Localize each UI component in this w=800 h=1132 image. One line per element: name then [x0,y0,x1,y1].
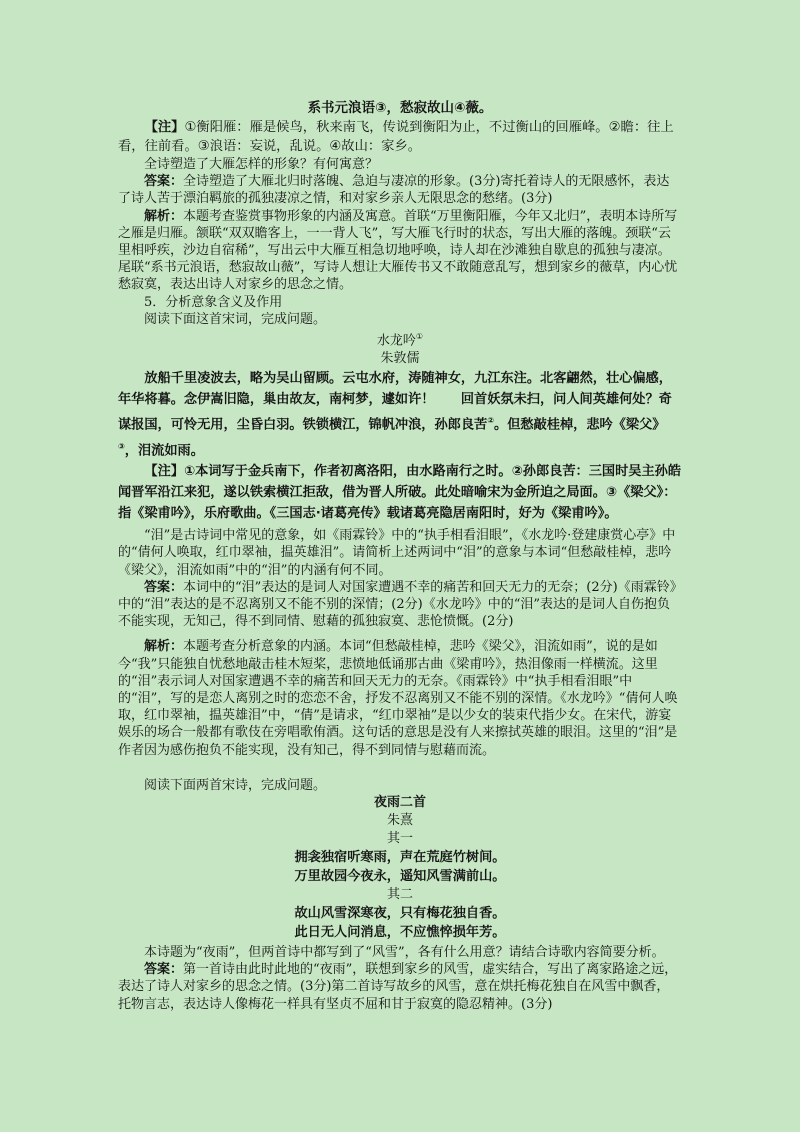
poem-2-author: 朱敦儒 [380,351,420,367]
poem-3-line-3: 故山风雪深寒夜，只有梅花独自香。 [294,905,506,921]
answer-1-label: 答案： [144,174,184,190]
poem-2-title [118,328,682,350]
answer-3-label: 答案： [144,962,184,978]
intro-3: 阅读下面两首宋诗，完成问题。 [144,777,327,793]
poem-2-title-sup: ① [415,332,424,342]
answer-2-text: 本词中的“泪”表达的是词人对国家遭遇不幸的痛苦和回天无力的无奈；(2分)《雨霖铃》中的“泪”表达的是不忍离别又不能不别的深情；(2分)《水龙吟》中的“泪”表达的是词人自伤抱负不能实现，无知己，得不到同情、慰藉的孤独寂寞、悲怆愤慨。(2分) [118,579,677,630]
poem-2-sup-a: ② [487,416,495,426]
note-1 [118,118,682,156]
analysis-2 [118,638,682,758]
analysis-2-label: 解析： [144,639,184,655]
answer-1 [118,173,682,207]
answer-2 [118,579,682,631]
question-3: 本诗题为“夜雨”，但两首诗中都写到了“风雪”，各有什么用意？请结合诗歌内容简要分析。 [144,944,665,960]
question-2: “泪”是古诗词中常见的意象，如《雨霖铃》中的“执手相看泪眼”，《水龙吟·登建康赏心亭》中的“倩何人唤取，红巾翠袖，揾英雄泪”。请简析上述两词中“泪”的意象与本词“但愁敲桂棹，悲吟《梁父》，泪流如雨”中的“泪”的内涵有何不同。 [118,528,676,578]
answer-3 [118,961,682,1013]
poem-3-line-2: 万里故园今夜永，遥知风雪满前山。 [294,868,506,884]
answer-1-text: 全诗塑造了大雁北归时落魄、急迫与凄凉的形象。(3分)寄托着诗人的无限感怀，表达了诗人苦于漂泊羁旅的孤独凄凉之情，和对家乡亲人无限思念的愁绪。(3分) [118,174,670,207]
analysis-1 [118,208,682,294]
answer-2-label: 答案： [144,579,184,595]
analysis-1-text: 本题考查鉴赏事物形象的内涵及寓意。首联“万里衡阳雁，今年又北归”，表明本诗所写之雁是归雁。颔联“双双瞻客上，一一背人飞”，写大雁飞行时的状态，写出大雁的落魄。颈联“云里相呼疾，沙边自宿稀”，写出云中大雁互相急切地呼唤，诗人却在沙滩独自歇息的孤独与凄凉。尾联“系书元浪语，愁寂故山薇”，写诗人想让大雁传书又不敢随意乱写，想到家乡的薇草，内心忧愁寂寞，表达出诗人对家乡的思念之情。 [118,208,678,293]
analysis-1-label: 解析： [144,208,184,224]
note-1-label: 【注】 [144,120,185,135]
note-2-label: 【注】 [144,464,184,480]
note-2 [118,461,682,524]
poem-3-part-1-label: 其一 [386,830,413,846]
analysis-2-text: 本题考查分析意象的内涵。本词“但愁敲桂棹，悲吟《梁父》，泪流如雨”，说的是如今“我”只能独自忧愁地敲击桂木短桨，悲愤地低诵那古曲《梁甫吟》，热泪像雨一样横流。这里的“泪”表示词人对国家遭遇不幸的痛苦和回天无力的无奈。《雨霖铃》中“执手相看泪眼”中的“泪”，写的是恋人离别之时的恋恋不舍，抒发不忍离别又不能不别的深情。《水龙吟》“倩何人唤取，红巾翠袖，揾英雄泪”中，“倩”是请求，“红巾翠袖”是以少女的装束代指少女。在宋代，游宴娱乐的场合一般都有歌伎在旁唱歌侑酒。这句话的意思是没有人来擦拭英雄的眼泪。这里的“泪”是作者因为感伤抱负不能实现，没有知己，得不到同情与慰藉而流。 [118,639,678,758]
poem-2-body-a: 放船千里凌波去，略为吴山留顾。云屯水府，涛随神女，九江东注。北客翩然，壮心偏感，年华将暮。念伊嵩旧隐，巢由故友，南柯梦，遽如许！ 回首妖氛未扫，问人间英雄何处？奇谋报国，可怜无用，尘昏白羽。铁锁横江，锦帆冲浪，孙郎良苦 [118,371,672,433]
poem-2-sup-b: ③ [118,441,125,451]
question-1: 全诗塑造了大雁怎样的形象？有何寓意？ [144,157,379,172]
intro-2: 阅读下面这首宋词，完成问题。 [144,311,327,327]
poem-3-part-2-label: 其二 [386,886,413,902]
note-1-text: ①衡阳雁：雁是候鸟，秋来南飞，传说到衡阳为止，不过衡山的回雁峰。②瞻：往上看，往前看。③浪语：妄说，乱说。④故山：家乡。 [118,120,674,154]
poem-3-line-4: 此日无人问消息，不应憔悴损年芳。 [294,924,506,940]
answer-3-text: 第一首诗由此时此地的“夜雨”，联想到家乡的风雪，虚实结合，写出了离家路途之远，表达了诗人对家乡的思念之情。(3分)第二首诗写故乡的风雪，意在烘托梅花独自在风雪中飘香，托物言志，表达诗人像梅花一样具有坚贞不屈和甘于寂寞的隐忍精神。(3分) [118,962,678,1012]
poem-3-line-1: 拥衾独宿听寒雨，声在荒庭竹树间。 [294,849,506,865]
poem-2-body [118,368,682,461]
poem-3-author: 朱熹 [386,812,413,828]
poem-2-body-c: ，泪流如雨。 [124,443,204,459]
note-2-text: ①本词写于金兵南下，作者初离洛阳，由水路南行之时。②孙郎良苦：三国时吴主孙皓闻晋军沿江来犯，遂以铁索横江拒敌，借为晋人所破。此处暗喻宋为金所迫之局面。③《梁父》：指《梁甫吟》，乐府歌曲。《三国志·诸葛亮传》载诸葛亮隐居南阳时，好为《梁甫吟》。 [118,464,682,522]
poem-2-title-text: 水龙吟 [376,333,416,349]
top-poem-line: 系书元浪语③，愁寂故山④薇。 [307,100,493,116]
spacer [118,759,682,777]
poem-3-title: 夜雨二首 [373,794,426,810]
section-5-heading: 5．分析意象含义及作用 [144,294,283,310]
poem-2-body-b: 。但愁敲桂棹，悲吟《梁父》 [494,417,666,433]
